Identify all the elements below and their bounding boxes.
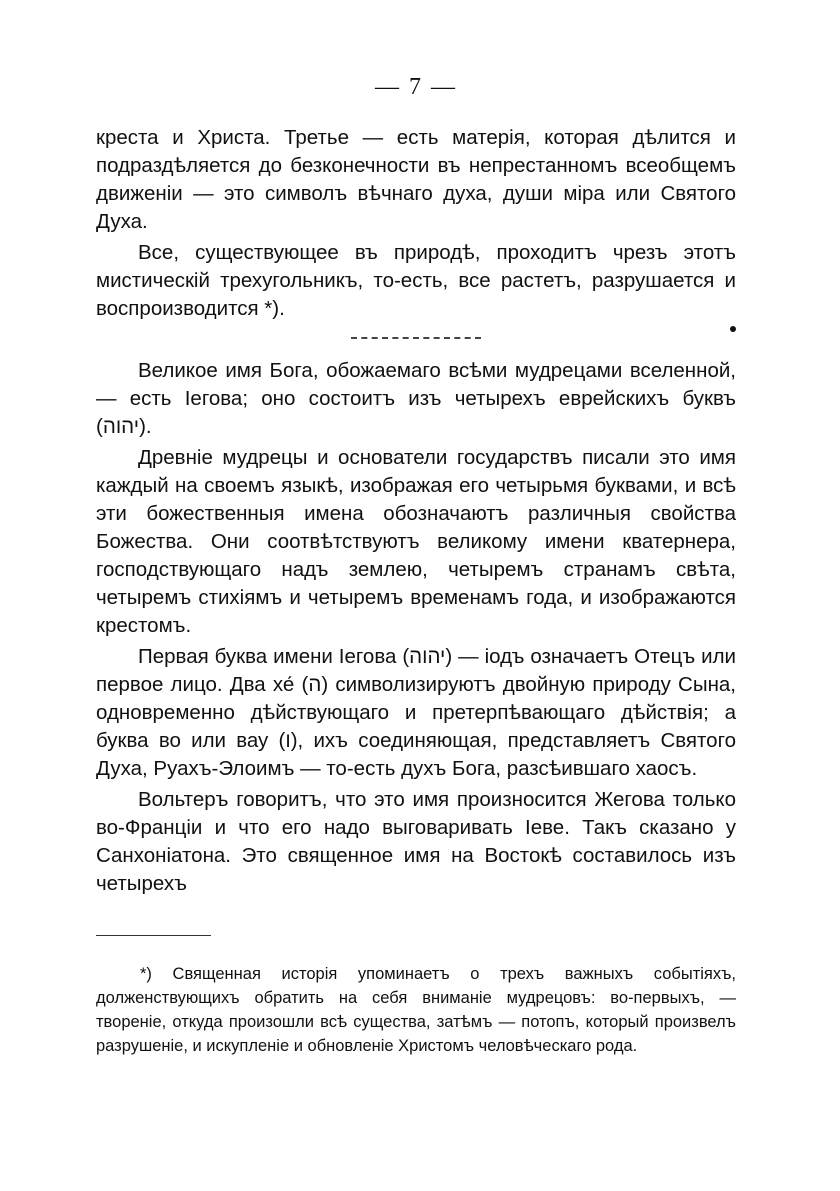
paragraph-first-letter: Первая буква имени Іегова (יהוה) — іодъ означаетъ Отецъ или первое лицо. Два хе́ (ה) символизируютъ двойную природу Сына, одновременно дѣйствующаго и претерпѣвающаго дѣйствія; а буква во или вау (ו), ихъ соединяющая, представляетъ Святого Духа, Руахъ-Элоимъ — то-есть духъ Бога, разсѣившаго хаосъ. [96,645,736,780]
ink-dot [730,326,736,332]
footnote-text: *) Священная исторія упоминаетъ о трехъ важныхъ событіяхъ, долженствующихъ обратить на себя вниманіе мудрецовъ: во-первыхъ, — твореніе, откуда произошли всѣ существа, затѣмъ — потопъ, который произвелъ разрушеніе, и искупленіе и обновленіе Христомъ человѣческаго рода. [96,965,736,1055]
paragraph-nature: Все, существующее въ природѣ, проходитъ чрезъ этотъ мистическій трехугольникъ, то-есть, все растетъ, разрушается и воспроизводится *). [96,241,736,320]
main-text [96,124,736,898]
footnote [96,962,736,1058]
footnote-rule [96,935,211,936]
section-break [96,323,736,357]
book-page [96,0,736,1191]
section-divider [351,337,481,339]
paragraph-ancient-sages: Древніе мудрецы и основатели государствъ писали это имя каждый на своемъ языкѣ, изображая его четырьмя буквами, и всѣ эти божественныя имена обозначаютъ различныя свойства Божества. Они соотвѣтствуютъ великому имени кватернера, господствующаго надъ землею, четыремъ странамъ свѣта, четыремъ стихіямъ и четыремъ временамъ года, и изображаются крестомъ. [96,446,736,637]
paragraph-continuation: креста и Христа. Третье — есть матерія, которая дѣлится и подраздѣляется до безконечности въ непрестанномъ всеобщемъ движеніи — это символъ вѣчнаго духа, души міра или Святого Духа. [96,126,736,233]
paragraph-voltaire: Вольтеръ говоритъ, что это имя произносится Жегова только во-Франціи и что его надо выговаривать Іеве. Такъ сказано у Санхоніатона. Это священное имя на Востокѣ составилось изъ четырехъ [96,788,736,895]
page-number: — 7 — [375,74,457,100]
paragraph-great-name: Великое имя Бога, обожаемаго всѣми мудрецами вселенной, — есть Іегова; оно состоитъ изъ четырехъ еврейскихъ буквъ (יהוה). [96,359,736,438]
